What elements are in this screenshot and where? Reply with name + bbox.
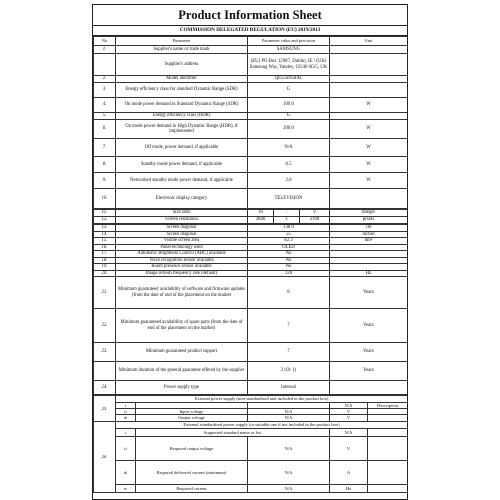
table-row (94, 428, 408, 436)
row-value: 109.0 (248, 98, 330, 113)
row-unit: A (330, 460, 368, 484)
row-value: G (248, 83, 330, 98)
row-no: 18. (94, 257, 116, 264)
row-no: 14. (94, 231, 116, 238)
row-value: N/A (330, 403, 368, 409)
table-row (94, 83, 408, 98)
row-unit: inches (330, 231, 408, 238)
row-value: N/A (248, 415, 330, 421)
regulation-heading: COMMISSION DELEGATED REGULATION (EU) 2019/2013 (93, 26, 407, 36)
row-value: N/A (330, 428, 368, 436)
row-unit: W (330, 157, 408, 173)
row-value: 7 (248, 343, 330, 362)
header-unit: Unit (330, 37, 408, 46)
row-unit: dm² (330, 238, 408, 245)
row-label: Required current (136, 484, 248, 492)
row-value: 120 (248, 270, 330, 277)
row-unit: W (330, 173, 408, 189)
row-value: N/A (248, 484, 330, 492)
table-row (94, 343, 408, 362)
row-parameter: Supplier's address (116, 54, 248, 76)
row-value: No (248, 251, 330, 258)
row-index: iii (116, 415, 136, 421)
row-index: iv (116, 484, 136, 492)
row-no: 25. (94, 396, 116, 422)
row-parameter: Screen diagonal (116, 225, 248, 232)
row-parameter: Panel technology used (116, 244, 248, 251)
row-unit (330, 54, 408, 76)
rows-group-1 (94, 46, 408, 209)
table-row (94, 210, 408, 217)
row-parameter: On mode power demand in Standard Dynamic Range (SDR) (116, 98, 248, 113)
header-no: No (94, 37, 116, 46)
table-row (94, 217, 408, 224)
row-value: N/A (248, 460, 330, 484)
row-value: (EU) PO Box 12987, Dublin, IE / (UK) Samsung Way, Yateley, GU46 6GG, UK (248, 54, 330, 76)
table-row (94, 460, 408, 484)
row-value: OLED (248, 244, 330, 251)
table-row (94, 120, 408, 139)
row-no: 10. (94, 189, 116, 209)
section-heading: External standardised power supply (or suitable one if not included in the product box) (116, 421, 408, 428)
table-row (94, 421, 408, 428)
row-no: 20. (94, 270, 116, 277)
table-row (94, 309, 408, 343)
row-unit: Years (330, 277, 408, 309)
table-row (94, 113, 408, 120)
rows-group-2 (94, 225, 408, 277)
row-value: QE55S95BAT (248, 76, 330, 83)
row-no: 2. (94, 76, 116, 83)
row-unit: Years (330, 343, 408, 362)
row-parameter: Supplier's name or trade mark (116, 46, 248, 54)
row-parameter: On mode power demand in High Dynamic Range (HDR), if implemented (116, 120, 248, 139)
row-index: ii (116, 436, 136, 460)
row-label: Output voltage (136, 415, 248, 421)
resolution-height: 2160 (300, 217, 330, 224)
row-parameter: Off mode, power demand, if applicable (116, 139, 248, 157)
row-parameter: Networked standby mode power demand, if applicable (116, 173, 248, 189)
row-no: 1. (94, 46, 116, 54)
row-parameter: Screen resolution (116, 217, 248, 224)
rows-group-3 (94, 277, 408, 395)
row-value: SAMSUNG (248, 46, 330, 54)
row-parameter: Standby mode power demand, if applicable (116, 157, 248, 173)
row-unit: Years (330, 362, 408, 381)
row-no: 17. (94, 251, 116, 258)
row-no: 21. (94, 277, 116, 309)
spec-table (93, 224, 408, 395)
row-unit (330, 189, 408, 209)
size-ratio-b: 9 (300, 210, 330, 217)
row-parameter: Minimum guaranteed availability of spare parts (from the date of end of the placement on the market) (116, 309, 248, 343)
table-row (94, 277, 408, 309)
row-value: N/A (248, 139, 330, 157)
row-parameter: Electronic display category (116, 189, 248, 209)
row-no (94, 54, 116, 76)
row-unit: V (330, 409, 368, 415)
row-no (94, 362, 116, 381)
table-row (94, 189, 408, 209)
table-row (94, 484, 408, 492)
row-no: 13. (94, 225, 116, 232)
external-power-table (93, 395, 408, 493)
row-unit: Hz (330, 484, 368, 492)
row-no: 11. (94, 210, 116, 217)
row-index: i (116, 403, 136, 409)
row-unit: W (330, 98, 408, 113)
row-no: 22. (94, 309, 116, 343)
row-value: No (248, 264, 330, 271)
header-row (94, 37, 408, 46)
row-parameter: Minimum duration of the general guarantee offered by the supplier (116, 362, 248, 381)
resolution-width: 3840 (248, 217, 274, 224)
row-no: 7. (94, 139, 116, 157)
row-value: 138.0 (248, 225, 330, 232)
row-no: 3. (94, 83, 116, 98)
row-label: Input voltage (136, 409, 248, 415)
row-unit: W (330, 120, 408, 139)
row-parameter: Size ratio (116, 210, 248, 217)
row-parameter: Visible screen area (116, 238, 248, 245)
row-parameter: Automatic Brightness Control (ABC) available (116, 251, 248, 258)
table-row (94, 54, 408, 76)
row-value: TELEVISION (248, 189, 330, 209)
row-value: N/A (248, 409, 330, 415)
row-unit: Years (330, 309, 408, 343)
row-value: Internal (248, 381, 330, 395)
row-no: 5. (94, 113, 116, 120)
table-row (94, 46, 408, 54)
section-heading: External power supply (non-standardised and included in the product box) (116, 396, 408, 403)
row-parameter: Room presence sensor available (116, 264, 248, 271)
row-no: 15. (94, 238, 116, 245)
row-label: Supported standard name or list (136, 428, 330, 436)
table-row (94, 396, 408, 403)
row-value: G (248, 113, 330, 120)
table-row (94, 381, 408, 395)
row-unit (368, 428, 408, 436)
row-index: ii (116, 409, 136, 415)
table-row (94, 76, 408, 83)
row-label: Required output voltage (136, 436, 248, 460)
row-no: 8. (94, 157, 116, 173)
row-unit: pixels (330, 217, 408, 224)
row-no: 6. (94, 120, 116, 139)
row-value: 55 (248, 231, 330, 238)
row-value: N/A (248, 436, 330, 460)
table-row (94, 362, 408, 381)
row-no: 19. (94, 264, 116, 271)
table-row (94, 157, 408, 173)
row-parameter: Image refresh frequency rate (default) (116, 270, 248, 277)
row-parameter: Screen diagonal (116, 231, 248, 238)
header-value: Parameter value and precision (248, 37, 330, 46)
row-no: 16. (94, 244, 116, 251)
table-row (94, 436, 408, 460)
row-value: 0.5 (248, 157, 330, 173)
row-no: 12. (94, 217, 116, 224)
product-information-sheet (92, 4, 408, 500)
row-unit: V (330, 415, 368, 421)
size-ratio-a: 16 (248, 210, 274, 217)
row-parameter: Energy efficiency class (HDR) (116, 113, 248, 120)
sheet-title: Product Information Sheet (93, 5, 407, 26)
row-description: Description (368, 403, 408, 409)
row-no: 9. (94, 173, 116, 189)
size-ratio-sep: : (274, 210, 300, 217)
dimension-table (93, 209, 408, 224)
row-unit (330, 76, 408, 83)
row-value: 82.3 (248, 238, 330, 245)
row-index: iii (116, 460, 136, 484)
row-parameter: Voice recognition sensor available (116, 257, 248, 264)
row-parameter: Model identifier (116, 76, 248, 83)
header-parameter: Parameter (116, 37, 248, 46)
row-unit: Hz (330, 270, 408, 277)
row-no: 23. (94, 343, 116, 362)
row-parameter: Power supply type (116, 381, 248, 395)
row-unit (330, 381, 408, 395)
resolution-sep: x (274, 217, 300, 224)
row-unit: cm (330, 225, 408, 232)
row-unit: integer (330, 210, 408, 217)
row-value: 200.0 (248, 120, 330, 139)
main-table (93, 36, 408, 209)
row-no: 24. (94, 381, 116, 395)
table-row (94, 173, 408, 189)
row-label: Required delivered current (minimum) (136, 460, 248, 484)
table-row (94, 98, 408, 113)
row-unit: V (330, 436, 368, 460)
row-value: 2 (Or 1) (248, 362, 330, 381)
row-no: 4. (94, 98, 116, 113)
table-row (94, 139, 408, 157)
row-unit (330, 46, 408, 54)
row-value: No (248, 257, 330, 264)
row-value: 2.0 (248, 173, 330, 189)
row-parameter: Energy efficiency class for standard Dynamic Range (SDR) (116, 83, 248, 98)
row-unit: W (330, 139, 408, 157)
row-parameter: Minimum guaranteed availability of software and firmware updates (from the date of end of the placement on the market (116, 277, 248, 309)
row-no: 26. (94, 421, 116, 492)
row-unit (330, 83, 408, 98)
row-value: 7 (248, 309, 330, 343)
row-index: i (116, 428, 136, 436)
row-value: 8 (248, 277, 330, 309)
row-parameter: Minimum guaranteed product support (116, 343, 248, 362)
row-unit (330, 113, 408, 120)
